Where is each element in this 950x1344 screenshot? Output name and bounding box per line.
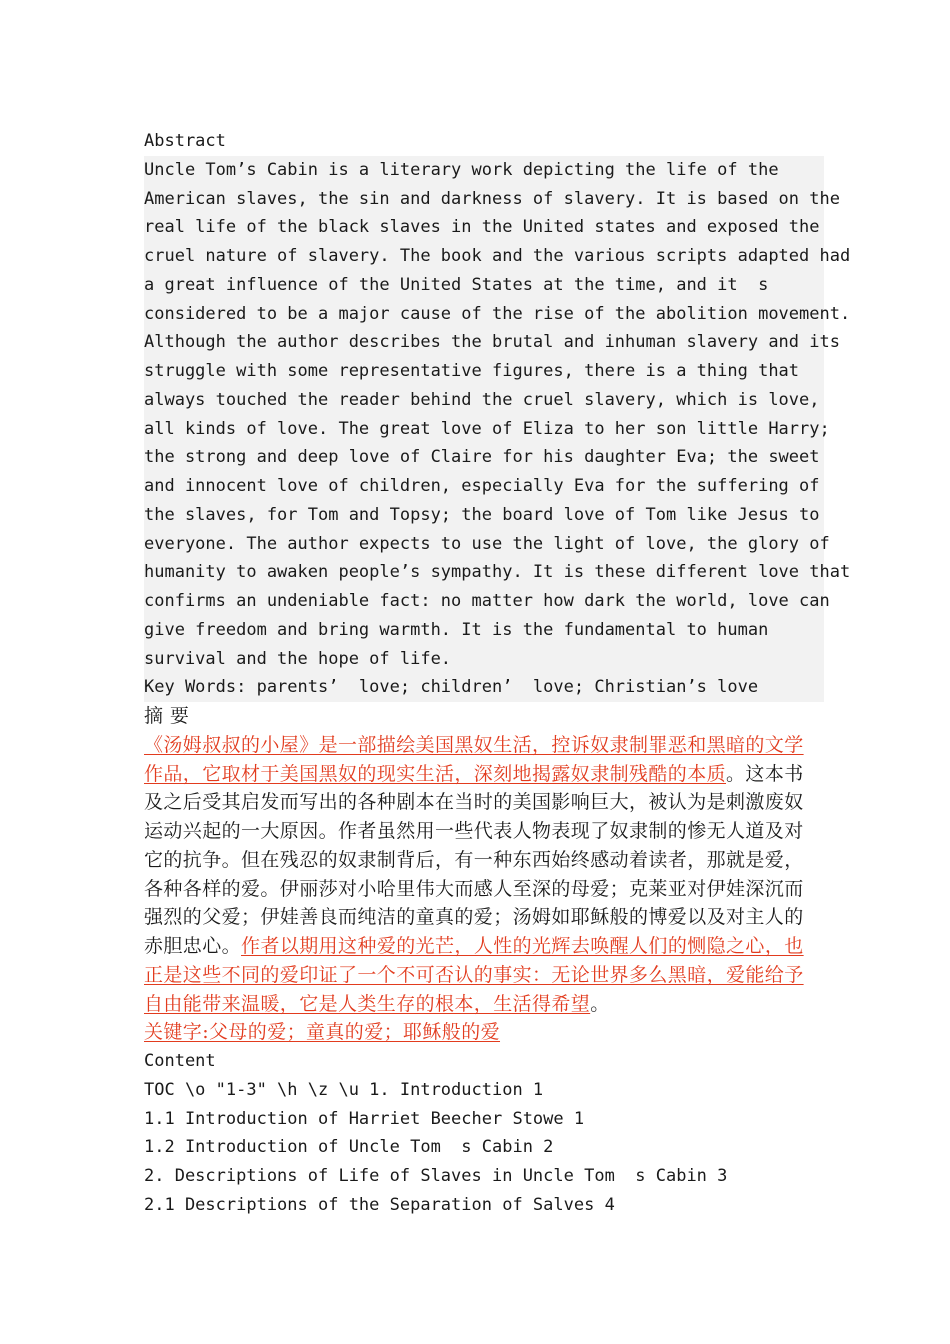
chinese-abstract-line [144,731,824,760]
abstract-line: the slaves, for Tom and Topsy; the board love of Tom like Jesus to [144,501,824,530]
chinese-abstract-line [144,846,824,875]
body-text: 强烈的父爱；伊娃善良而纯洁的童真的爱；汤姆如耶稣般的博爱以及对主人的 [144,906,804,929]
chinese-abstract-line [144,961,824,990]
chinese-abstract-line [144,932,824,961]
abstract-line: confirms an undeniable fact: no matter how dark the world, love can [144,587,824,616]
abstract-line: cruel nature of slavery. The book and the various scripts adapted had [144,242,824,271]
body-text: 。这本书 [726,762,804,785]
abstract-line: the strong and deep love of Claire for his daughter Eva; the sweet [144,443,824,472]
body-text: 各种各样的爱。伊丽莎对小哈里伟大而感人至深的母爱；克莱亚对伊娃深沉而 [144,877,804,900]
abstract-body [144,156,851,674]
abstract-line: American slaves, the sin and darkness of slavery. It is based on the [144,185,824,214]
abstract-heading: Abstract [144,131,226,151]
abstract-line: Although the author describes the brutal and inhuman slavery and its [144,328,824,357]
chinese-abstract-line [144,1018,824,1047]
content-heading: Content [144,1051,216,1071]
abstract-line: survival and the hope of life. [144,645,824,674]
abstract-line: all kinds of love. The great love of Eliza to her son little Harry; [144,415,824,444]
abstract-line: Uncle Tom’s Cabin is a literary work depicting the life of the [144,156,824,185]
body-text: 运动兴起的一大原因。作者虽然用一些代表人物表现了奴隶制的惨无人道及对 [144,820,804,842]
chinese-abstract-heading: 摘 要 [144,705,190,727]
abstract-line: humanity to awaken people’s sympathy. It is these different love that [144,558,824,587]
abstract-line: real life of the black slaves in the United states and exposed the [144,213,824,242]
table-of-contents [144,1076,824,1220]
body-text: 它的抗争。但在残忍的奴隶制背后，有一种东西始终感动着读者，那就是爱， [144,848,804,871]
toc-entry[interactable]: TOC \o "1-3" \h \z \u 1. Introduction 1 [144,1079,544,1100]
keywords-line: Key Words: parents’ love; children’ love; Christian’s love [144,673,824,702]
chinese-abstract-line [144,817,824,846]
highlighted-text: 正是这些不同的爱印证了一个不可否认的事实：无论世界多么黑暗，爱能给予 [144,963,804,986]
abstract-line: struggle with some representative figures, there is a thing that [144,357,824,386]
highlighted-text: 作品，它取材于美国黑奴的现实生活，深刻地揭露奴隶制残酷的本质 [144,762,727,785]
abstract-line: considered to be a major cause of the rise of the abolition movement. [144,300,824,329]
abstract-line: always touched the reader behind the cruel slavery, which is love, [144,386,824,415]
abstract-line: everyone. The author expects to use the light of love, the glory of [144,530,824,559]
chinese-abstract-line [144,903,824,932]
highlighted-text: 关键字:父母的爱；童真的爱；耶稣般的爱 [144,1021,501,1044]
document-page [144,127,851,1220]
body-text: 赤胆忠心。 [144,935,242,957]
toc-entry[interactable]: 2. Descriptions of Life of Slaves in Uncle Tom s Cabin 3 [144,1166,728,1186]
chinese-abstract-body [144,731,824,1047]
chinese-abstract-line [144,875,824,904]
body-text: 。 [590,992,610,1015]
chinese-abstract-line [144,788,824,817]
highlighted-text: 自由能带来温暖，它是人类生存的根本，生活得希望 [144,992,591,1015]
toc-entry[interactable]: 1.2 Introduction of Uncle Tom s Cabin 2 [144,1137,554,1158]
body-text: 及之后受其启发而写出的各种剧本在当时的美国影响巨大，被认为是刺激废奴 [144,791,804,814]
toc-entry[interactable]: 1.1 Introduction of Harriet Beecher Stowe 1 [144,1108,585,1129]
abstract-line: a great influence of the United States at the time, and it s [144,271,824,300]
chinese-abstract-line [144,760,824,789]
abstract-line: and innocent love of children, especially Eva for the suffering of [144,472,824,501]
chinese-abstract-line [144,990,824,1019]
toc-entry[interactable]: 2.1 Descriptions of the Separation of Salves 4 [144,1194,615,1215]
highlighted-text: 作者以期用这种爱的光芒，人性的光辉去唤醒人们的恻隐之心，也 [241,935,804,957]
abstract-line: give freedom and bring warmth. It is the fundamental to human [144,616,824,645]
highlighted-text: 《汤姆叔叔的小屋》是一部描绘美国黑奴生活，控诉奴隶制罪恶和黑暗的文学 [144,733,804,756]
